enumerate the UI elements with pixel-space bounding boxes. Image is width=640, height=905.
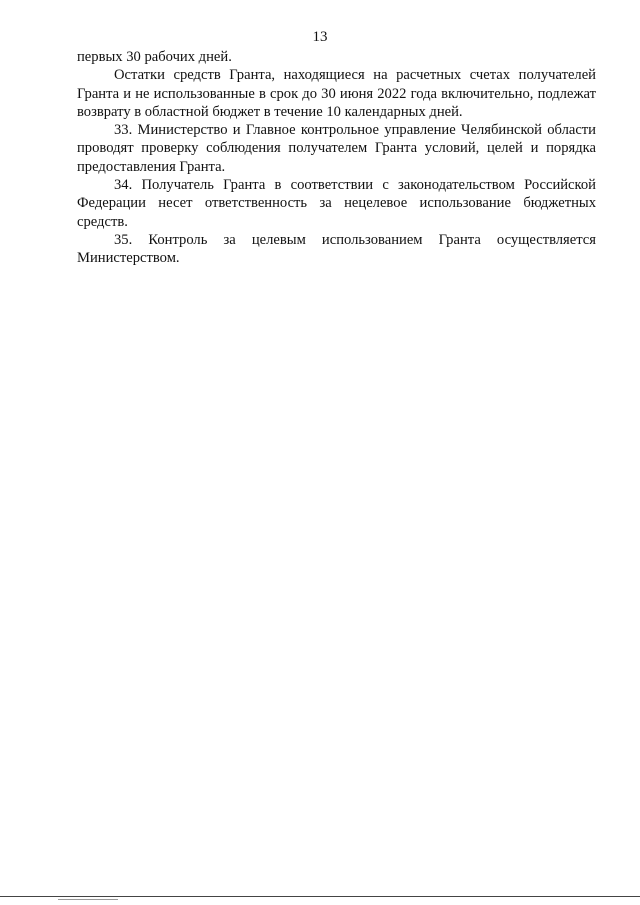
page-number: 13 <box>312 29 328 45</box>
paragraph-item-34: 34. Получатель Гранта в соответствии с законодательством Российской Федерации несет ответственность за нецелевое использование бюджетных средств. <box>77 177 596 230</box>
document-body <box>77 48 596 268</box>
paragraph-grant-remainder: Остатки средств Гранта, находящиеся на расчетных счетах получателей Гранта и не использованные в срок до 30 июня 2022 года включительно, подлежат возврату в областной бюджет в течение 10 календарных дней. <box>77 67 596 120</box>
paragraph-item-33: 33. Министерство и Главное контрольное управление Челябинской области проводят проверку соблюдения получателем Гранта условий, целей и порядка предоставления Гранта. <box>77 122 596 175</box>
paragraph-continuation: первых 30 рабочих дней. <box>77 49 232 65</box>
bottom-scan-line <box>0 896 640 897</box>
paragraph-item-35: 35. Контроль за целевым использованием Гранта осуществляется Министерством. <box>77 231 596 267</box>
bottom-scan-mark <box>58 899 118 900</box>
